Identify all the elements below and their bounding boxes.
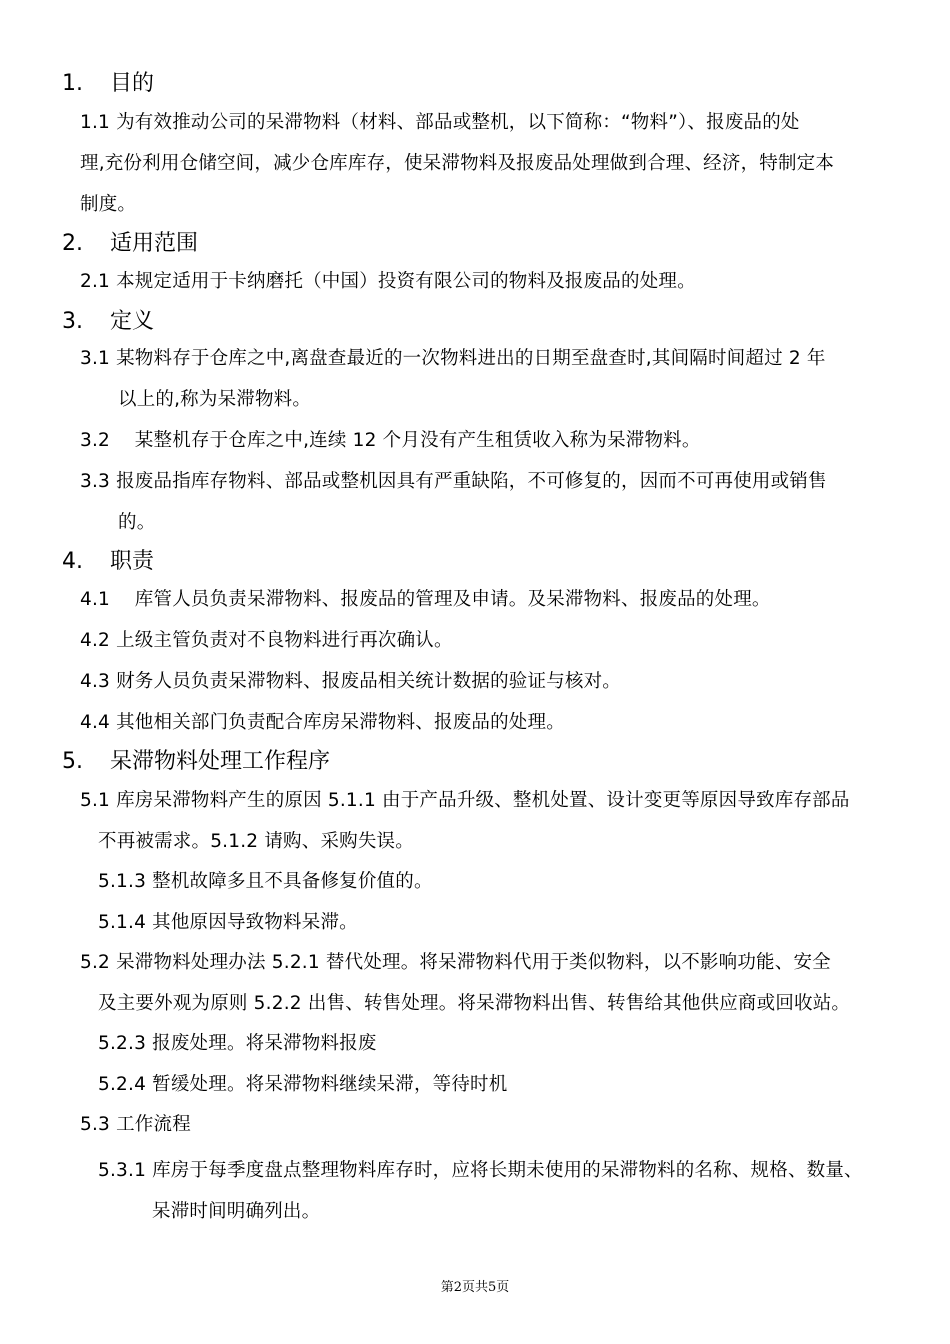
paragraph-line: 5.2 呆滞物料处理办法 5.2.1 替代处理。将呆滞物料代用于类似物料，以不影响功能、安全 [80,952,831,973]
paragraph-line: 3.3 报废品指库存物料、部品或整机因具有严重缺陷，不可修复的，因而不可再使用或销售 [80,471,827,492]
paragraph-line: 5.1 库房呆滞物料产生的原因 5.1.1 由于产品升级、整机处置、设计变更等原因导致库存部品 [80,790,850,811]
section-number: 1. [62,71,83,96]
section-title: 呆滞物料处理工作程序 [110,749,331,774]
section-title: 适用范围 [110,231,199,256]
paragraph-line: 5.3.1 库房于每季度盘点整理物料库存时，应将长期未使用的呆滞物料的名称、规格、数量、 [98,1160,863,1181]
paragraph-line: 2.1 本规定适用于卡纳磨托（中国）投资有限公司的物料及报废品的处理。 [80,271,696,292]
paragraph-line: 理,充份利用仓储空间，减少仓库库存，使呆滞物料及报废品处理做到合理、经济，特制定本 [80,153,835,174]
paragraph-line: 呆滞时间明确列出。 [152,1201,321,1222]
section-title: 职责 [110,549,155,574]
paragraph-line: 1.1 为有效推动公司的呆滞物料（材料、部品或整机，以下简称：“物料”）、报废品的处 [80,112,800,133]
paragraph-line: 4.3 财务人员负责呆滞物料、报废品相关统计数据的验证与核对。 [80,671,622,692]
section-number: 5. [62,749,83,774]
section-title: 定义 [110,309,155,334]
section-number: 3. [62,309,83,334]
page-number-footer: 第2页共5页 [440,1280,510,1295]
section-number: 2. [62,231,83,256]
paragraph-line: 制度。 [80,194,137,215]
paragraph-line: 4.2 上级主管负责对不良物料进行再次确认。 [80,630,453,651]
paragraph-line: 4.4 其他相关部门负责配合库房呆滞物料、报废品的处理。 [80,712,565,733]
paragraph-line: 4.1 库管人员负责呆滞物料、报废品的管理及申请。及呆滞物料、报废品的处理。 [80,589,771,610]
paragraph-line: 5.2.4 暂缓处理。将呆滞物料继续呆滞，等待时机 [98,1074,508,1095]
paragraph-line: 5.2.3 报废处理。将呆滞物料报废 [98,1033,377,1054]
paragraph-line: 5.3 工作流程 [80,1114,191,1135]
paragraph-line: 3.2 某整机存于仓库之中,连续 12 个月没有产生租赁收入称为呆滞物料。 [80,430,701,451]
paragraph-line: 及主要外观为原则 5.2.2 出售、转售处理。将呆滞物料出售、转售给其他供应商或回收站。 [98,993,851,1014]
section-title: 目的 [110,71,155,96]
paragraph-line: 5.1.3 整机故障多且不具备修复价值的。 [98,871,433,892]
paragraph-line: 不再被需求。5.1.2 请购、采购失误。 [98,831,414,852]
paragraph-line: 以上的,称为呆滞物料。 [118,389,312,410]
paragraph-line: 3.1 某物料存于仓库之中,离盘查最近的一次物料进出的日期至盘查时,其间隔时间超过 2 年 [80,348,826,369]
paragraph-line: 5.1.4 其他原因导致物料呆滞。 [98,912,358,933]
section-number: 4. [62,549,83,574]
paragraph-line: 的。 [118,512,156,533]
